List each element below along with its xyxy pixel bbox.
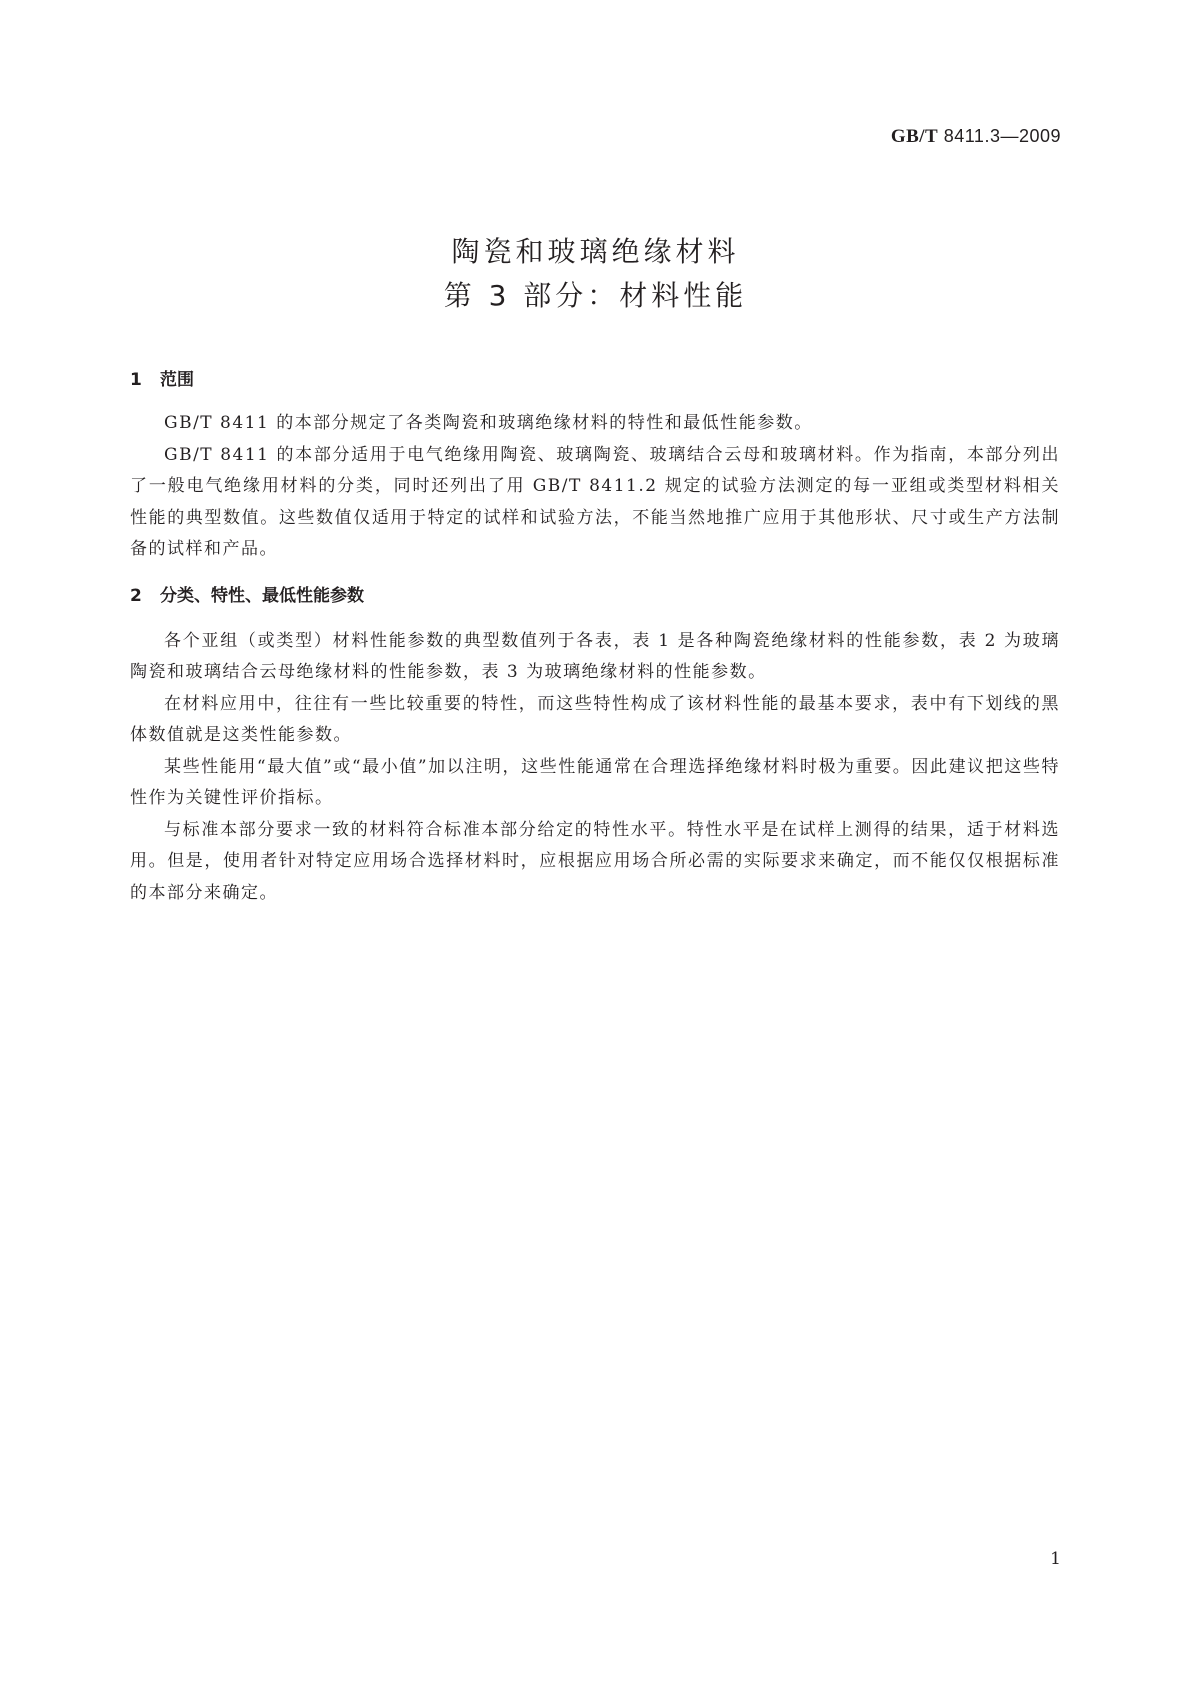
- section-heading: [130, 368, 1060, 392]
- document-body: [130, 368, 1060, 927]
- section-heading: [130, 584, 1060, 608]
- standard-prefix: GB/T: [890, 126, 939, 147]
- paragraph: 与标准本部分要求一致的材料符合标准本部分给定的特性水平。特性水平是在试样上测得的结果，适于材料选用。但是，使用者针对特定应用场合选择材料时，应根据应用场合所必需的实际要求来确定，而不能仅仅根据标准的本部分来确定。: [130, 819, 1060, 903]
- title-line-1: 陶瓷和玻璃绝缘材料: [451, 235, 740, 268]
- standard-number: [891, 126, 1061, 148]
- standard-code: 8411.3—2009: [943, 126, 1061, 146]
- document-title: [0, 230, 1191, 318]
- paragraph: GB/T 8411 的本部分适用于电气绝缘用陶瓷、玻璃陶瓷、玻璃结合云母和玻璃材料。作为指南，本部分列出了一般电气绝缘用材料的分类，同时还列出了用 GB/T 8411.2 规定的试验方法测定的每一亚组或类型材料相关性能的典型数值。这些数值仅适用于特定的试样和试验方法，不能当然地推广应用于其他形状、尺寸或生产方法制备的试样和产品。: [130, 444, 1060, 559]
- page-number: 1: [1050, 1549, 1061, 1569]
- section-classification: [130, 584, 1060, 910]
- section-title: 分类、特性、最低性能参数: [160, 585, 364, 606]
- paragraph: 某些性能用“最大值”或“最小值”加以注明，这些性能通常在合理选择绝缘材料时极为重要。因此建议把这些特性作为关键性评价指标。: [130, 756, 1060, 808]
- section-scope: [130, 368, 1060, 566]
- paragraph: 各个亚组（或类型）材料性能参数的典型数值列于各表，表 1 是各种陶瓷绝缘材料的性能参数，表 2 为玻璃陶瓷和玻璃结合云母绝缘材料的性能参数，表 3 为玻璃绝缘材料的性能参数。: [130, 630, 1060, 682]
- section-number: 1: [130, 370, 142, 390]
- title-line-2: 第 3 部分：材料性能: [443, 279, 748, 312]
- section-number: 2: [130, 585, 142, 606]
- paragraph: 在材料应用中，往往有一些比较重要的特性，而这些特性构成了该材料性能的最基本要求，表中有下划线的黑体数值就是这类性能参数。: [130, 693, 1060, 745]
- paragraph: GB/T 8411 的本部分规定了各类陶瓷和玻璃绝缘材料的特性和最低性能参数。: [164, 413, 813, 433]
- section-title: 范围: [160, 370, 194, 390]
